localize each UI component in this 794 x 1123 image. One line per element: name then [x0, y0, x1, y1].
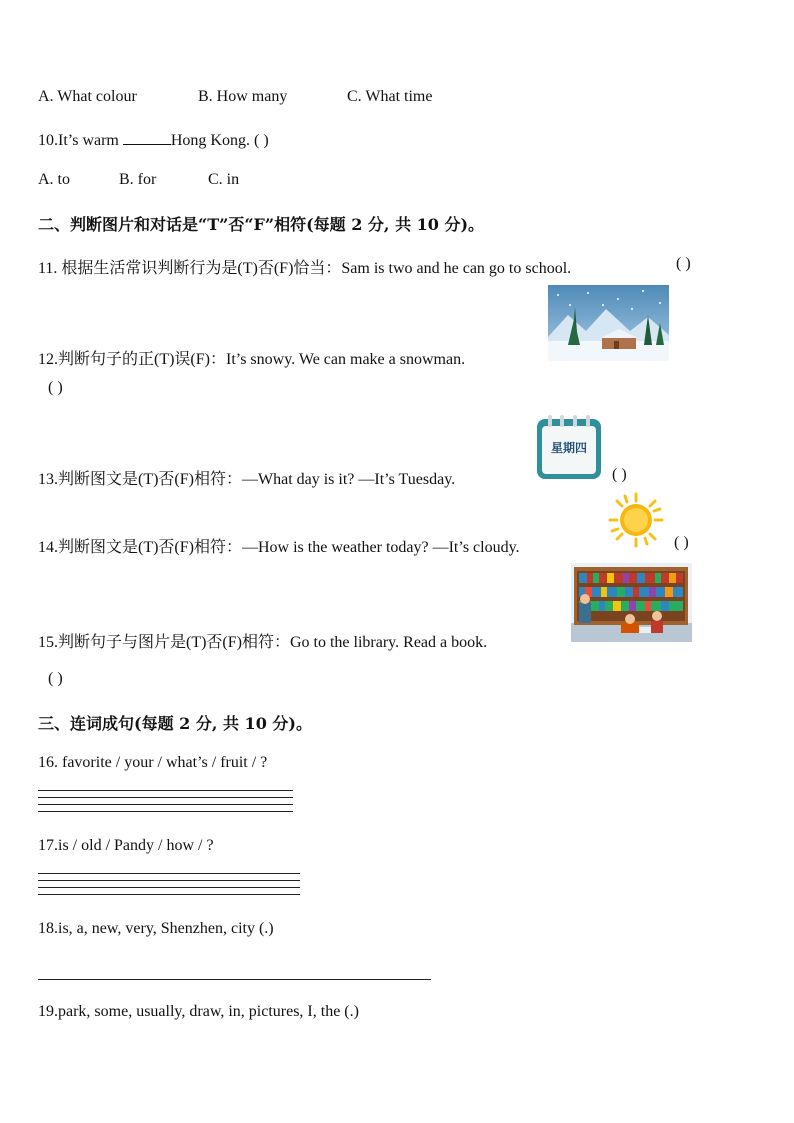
q19-text: 19.park, some, usually, draw, in, pictures, I, the (.) [38, 1003, 359, 1020]
q15-answer-paren[interactable]: ( ) [48, 670, 63, 687]
q9-option-b: B. How many [198, 88, 288, 105]
q16-answer-line-3[interactable] [38, 804, 293, 805]
q18-text: 18.is, a, new, very, Shenzhen, city (.) [38, 920, 274, 937]
q10-question [38, 130, 269, 150]
q10-option-c: C. in [208, 171, 240, 188]
q17-answer-line-1[interactable] [38, 873, 300, 874]
q16-answer-line-4[interactable] [38, 811, 293, 812]
q9-option-c: C. What time [347, 88, 433, 105]
q10-option-a: A. to [38, 171, 70, 188]
q14-answer-paren[interactable]: ( ) [674, 534, 689, 551]
calendar-label: 星期四 [550, 441, 587, 455]
q9-option-a: A. What colour [38, 88, 137, 105]
library-image [571, 563, 692, 642]
section-3-title: 三、连词成句(每题 2 分, 共 10 分)。 [38, 714, 312, 733]
q11-text: 11. 根据生活常识判断行为是(T)否(F)恰当：Sam is two and he can go to school. [38, 260, 572, 277]
q16-answer-line-1[interactable] [38, 790, 293, 791]
calendar-icon [536, 414, 602, 480]
sun-icon [608, 492, 664, 548]
q10-prefix: 10.It’s warm [38, 132, 123, 149]
q13-answer-paren[interactable]: ( ) [612, 466, 627, 483]
q18-answer-line[interactable] [38, 979, 431, 980]
q13-text: 13.判断图文是(T)否(F)相符：—What day is it? —It’s Tuesday. [38, 471, 456, 488]
q12-answer-paren[interactable]: ( ) [48, 379, 63, 396]
q10-suffix: Hong Kong. ( ) [170, 132, 269, 149]
q10-option-b: B. for [119, 171, 157, 188]
q15-text: 15.判断句子与图片是(T)否(F)相符：Go to the library. Read a book. [38, 634, 488, 651]
q16-answer-line-2[interactable] [38, 797, 293, 798]
q12-text: 12.判断句子的正(T)误(F)：It’s snowy. We can make a snowman. [38, 351, 466, 368]
snow-scene-image [548, 285, 669, 361]
section-2-title: 二、判断图片和对话是“T”否“F”相符(每题 2 分, 共 10 分)。 [38, 215, 485, 234]
q17-answer-line-4[interactable] [38, 894, 300, 895]
q10-blank[interactable] [123, 130, 171, 145]
q17-answer-line-3[interactable] [38, 887, 300, 888]
q17-answer-line-2[interactable] [38, 880, 300, 881]
q11-answer-paren[interactable]: ( ) [676, 255, 691, 272]
q17-text: 17.is / old / Pandy / how / ? [38, 837, 214, 854]
q14-text: 14.判断图文是(T)否(F)相符：—How is the weather today? —It’s cloudy. [38, 539, 520, 556]
q16-text: 16. favorite / your / what’s / fruit / ? [38, 754, 268, 771]
